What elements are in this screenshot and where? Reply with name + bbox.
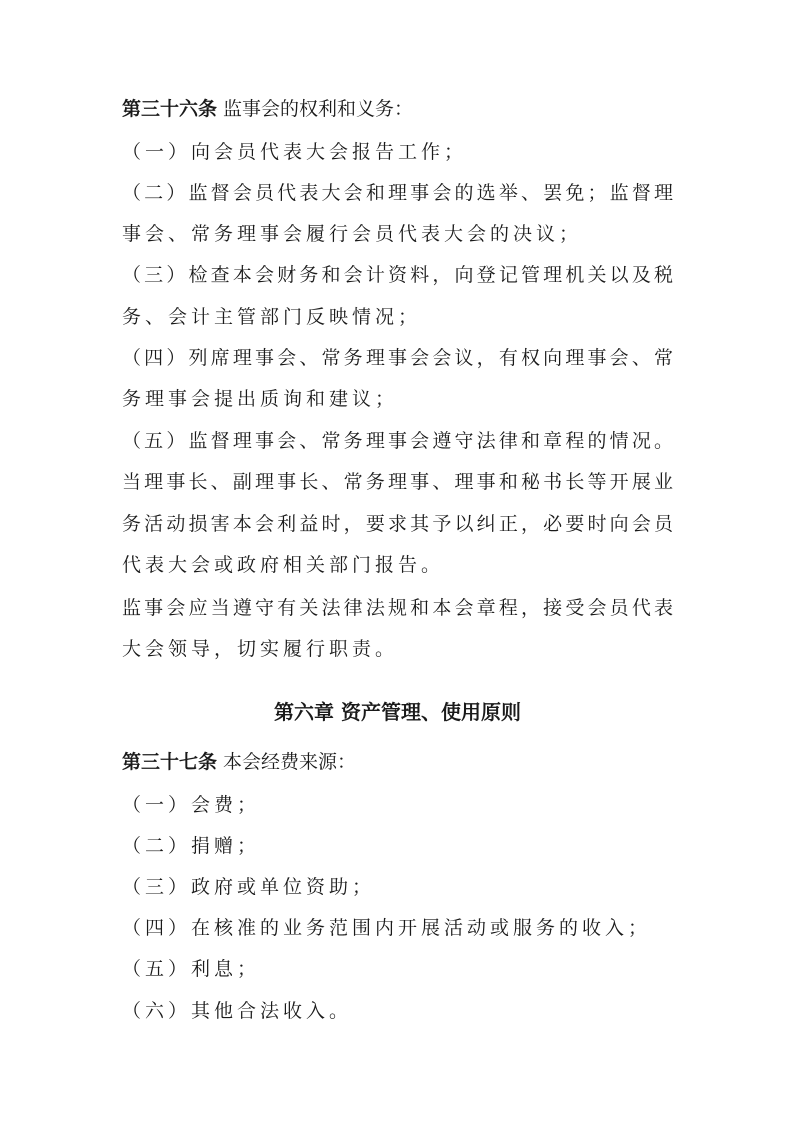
- article-36-number: 第三十六条: [122, 98, 218, 120]
- article-37-number: 第三十七条: [122, 751, 218, 773]
- article-37-subject: 本会经费来源：: [217, 751, 357, 773]
- article-36-subject: 监事会的权利和义务：: [217, 98, 414, 120]
- article-37-item-2: （二）捐赠；: [122, 835, 261, 857]
- article-36-para-1-line-2: 务活动损害本会利益时，要求其予以纠正，必要时向会员: [122, 513, 673, 535]
- article-36-item-2-line-1: （二）监督会员代表大会和理事会的选举、罢免；监督理: [122, 182, 673, 204]
- article-37-item-5: （五）利息；: [122, 958, 261, 980]
- article-36-item-5: （五）监督理事会、常务理事会遵守法律和章程的情况。: [122, 430, 673, 452]
- article-36-item-4-line-2: 务理事会提出质询和建议；: [122, 388, 399, 410]
- article-36-title: [122, 97, 673, 121]
- article-36-para-1-line-1: 当理事长、副理事长、常务理事、理事和秘书长等开展业: [122, 471, 673, 493]
- article-36-para-2-line-1: 监事会应当遵守有关法律法规和本会章程，接受会员代表: [122, 597, 673, 619]
- article-37-item-3: （三）政府或单位资助；: [122, 876, 376, 898]
- article-36-item-2-line-2: 事会、常务理事会履行会员代表大会的决议；: [122, 223, 583, 245]
- article-37-item-1: （一）会费；: [122, 794, 261, 816]
- article-36-item-4-line-1: （四）列席理事会、常务理事会会议，有权向理事会、常: [122, 347, 673, 369]
- article-37-item-6: （六）其他合法收入。: [122, 1000, 353, 1022]
- article-36-item-1: （一）向会员代表大会报告工作；: [122, 141, 468, 163]
- article-36-item-3-line-1: （三）检查本会财务和会计资料，向登记管理机关以及税: [122, 264, 673, 286]
- article-36-item-3-line-2: 务、会计主管部门反映情况；: [122, 306, 422, 328]
- article-36-para-2-line-2: 大会领导，切实履行职责。: [122, 638, 399, 660]
- article-37-item-4: （四）在核准的业务范围内开展活动或服务的收入；: [122, 917, 652, 939]
- article-37-title: [122, 750, 673, 774]
- chapter-6-heading: 第六章 资产管理、使用原则: [274, 700, 521, 724]
- article-36-para-1-line-3: 代表大会或政府相关部门报告。: [122, 554, 445, 576]
